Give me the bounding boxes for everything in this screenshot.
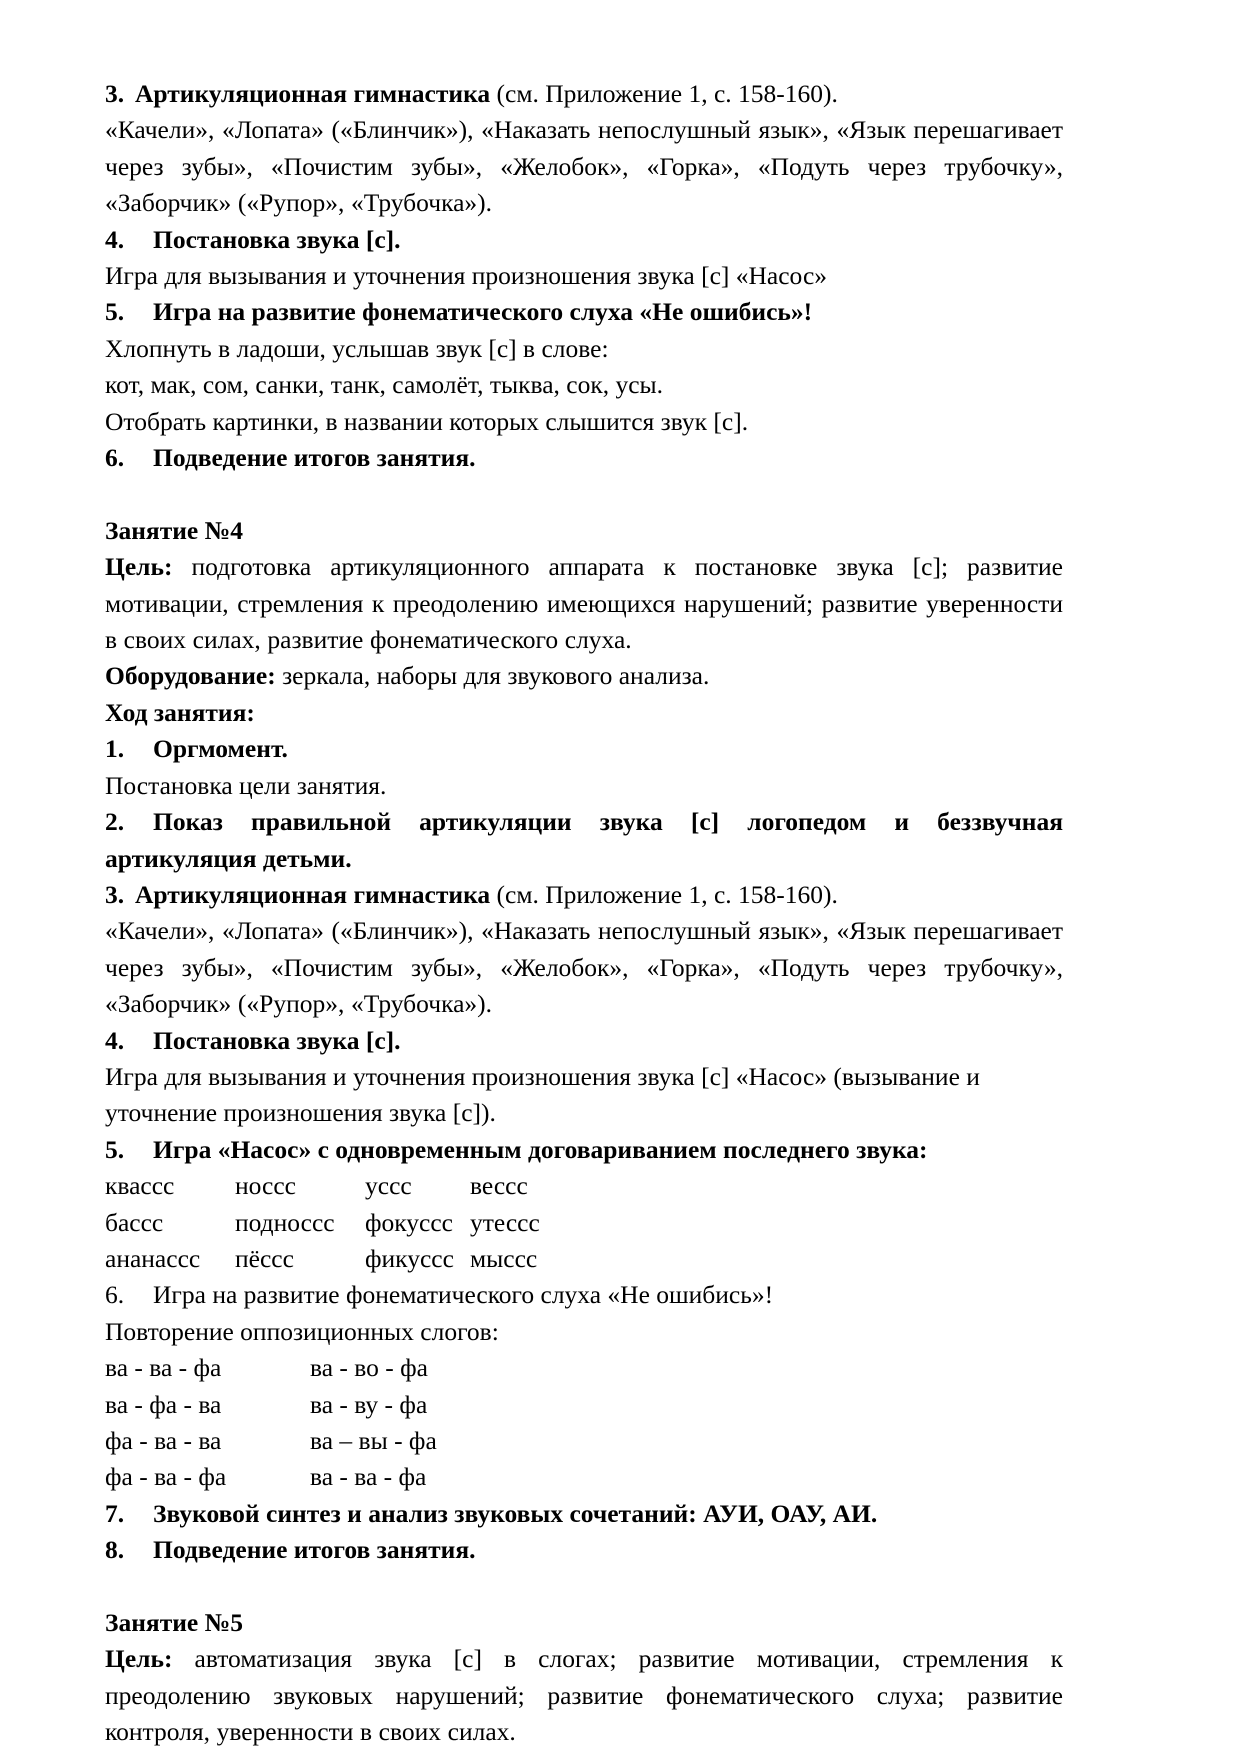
list-item-number: 2.: [105, 807, 125, 837]
list-item-heading: Подведение итогов занятия.: [153, 1535, 476, 1565]
syllable-cell: ва – вы - фа: [310, 1426, 437, 1456]
pictures-instruction: Отобрать картинки, в названии которых слышится звук [с].: [105, 406, 749, 436]
goal-label: Цель:: [105, 1644, 173, 1674]
list-item-heading: Артикуляционная гимнастика: [135, 79, 491, 108]
lesson4-course-label: Ход занятия:: [105, 697, 255, 727]
section-spacer: [105, 1569, 1063, 1605]
syllable-cell: ва - ва - фа: [105, 1353, 222, 1383]
list-item-number: 6.: [105, 443, 125, 473]
word-cell: фикуссс: [365, 1243, 454, 1273]
table-row: [105, 1205, 610, 1241]
lesson4-list-item-2: [105, 804, 1063, 877]
lesson4-syllable-instruction: Повторение оппозиционных слогов:: [105, 1316, 499, 1346]
list-item-3: [105, 76, 1063, 112]
list-item-number: 1.: [105, 734, 125, 764]
word-cell: уссс: [365, 1171, 412, 1201]
list-item-4: [105, 222, 1063, 258]
list-item-number: 8.: [105, 1535, 125, 1565]
list-item-number: 7.: [105, 1498, 125, 1528]
table-row: [105, 1241, 610, 1277]
lesson4-section: [105, 513, 1063, 1569]
list-item-heading: Показ правильной артикуляции звука [с] логопедом и беззвучная артикуляция детьми.: [105, 807, 1063, 873]
list-item-tail: (см. Приложение 1, с. 158-160).: [490, 879, 838, 909]
list-item-heading: Постановка звука [с].: [153, 1025, 401, 1055]
table-row: [105, 1350, 437, 1386]
list-item-heading: Игра «Насос» с одновременным договариванием последнего звука:: [153, 1134, 928, 1164]
table-row: [105, 1168, 610, 1204]
list-item-heading: Игра на развитие фонематического слуха «Не ошибись»!: [153, 1280, 774, 1310]
lesson4-list-item-8: [105, 1532, 1063, 1568]
lesson5-section: [105, 1605, 1063, 1751]
document-page: [105, 76, 1063, 1751]
lesson4-goal-paragraph: [105, 549, 1063, 658]
equipment-label: Оборудование:: [105, 661, 276, 691]
lesson3-tail-section: [105, 76, 1063, 476]
syllable-cell: ва - ва - фа: [310, 1462, 427, 1492]
section-spacer: [105, 476, 1063, 512]
lesson4-list-item-7: [105, 1496, 1063, 1532]
lesson4-list-item-3: [105, 877, 1063, 913]
list-item-number: 3.: [105, 879, 125, 909]
list-item-heading: Игра на развитие фонематического слуха «Не ошибись»!: [153, 297, 813, 327]
lesson4-pump-game-description: Игра для вызывания и уточнения произношения звука [с] «Насос» (вызывание и уточнение произношения звука [с]).: [105, 1061, 980, 1128]
equipment-text: зеркала, наборы для звукового анализа.: [275, 661, 710, 691]
goal-label: Цель:: [105, 552, 173, 582]
word-list: кот, мак, сом, санки, танк, самолёт, тыква, сок, усы.: [105, 370, 664, 400]
table-row: [105, 1387, 437, 1423]
word-cell: утессс: [470, 1207, 540, 1237]
sound-setting-paragraph: Игра для вызывания и уточнения произношения звука [с] «Насос»: [105, 261, 828, 291]
syllable-cell: фа - ва - ва: [105, 1426, 222, 1456]
word-cell: фокуссс: [365, 1207, 454, 1237]
list-item-number: 4.: [105, 1025, 125, 1055]
clap-instruction: Хлопнуть в ладоши, услышав звук [с] в слове:: [105, 333, 609, 363]
table-row: [105, 1423, 437, 1459]
word-cell: мыссс: [470, 1243, 538, 1273]
lesson4-equipment-paragraph: [105, 658, 1063, 694]
list-item-heading: Оргмомент.: [153, 734, 288, 764]
lesson5-goal-paragraph: [105, 1641, 1063, 1750]
lesson4-goal-setting: Постановка цели занятия.: [105, 770, 387, 800]
list-item-5: [105, 294, 1063, 330]
list-item-number: 4.: [105, 224, 125, 254]
lesson5-title: Занятие №5: [105, 1608, 243, 1638]
syllable-cell: фа - ва - фа: [105, 1462, 227, 1492]
list-item-heading: Постановка звука [с].: [153, 224, 401, 254]
lesson4-list-item-4: [105, 1023, 1063, 1059]
word-cell: квассс: [105, 1171, 175, 1201]
word-cell: пёссс: [235, 1243, 294, 1273]
lesson4-list-item-1: [105, 731, 1063, 767]
lesson4-list-item-5: [105, 1132, 1063, 1168]
lesson4-title: Занятие №4: [105, 515, 243, 545]
list-item-number: 5.: [105, 297, 125, 327]
list-item-number: 3.: [105, 79, 125, 108]
syllable-cell: ва - ву - фа: [310, 1389, 428, 1419]
list-item-number: 5.: [105, 1134, 125, 1164]
syllable-cell: ва - во - фа: [310, 1353, 428, 1383]
list-item-tail: (см. Приложение 1, с. 158-160).: [490, 79, 838, 108]
word-cell: вессс: [470, 1171, 528, 1201]
articulation-exercises-paragraph: «Качели», «Лопата» («Блинчик»), «Наказать непослушный язык», «Язык перешагивает через зубы», «Почистим зубы», «Желобок», «Горка», «Подуть через трубочку», «Заборчик» («Рупор», «Трубочка»).: [105, 115, 1063, 218]
goal-text: автоматизация звука [с] в слогах; развитие мотивации, стремления к преодолению звуковых нарушений; развитие фонематического слуха; развитие контроля, уверенности в своих силах.: [105, 1644, 1063, 1747]
list-item-heading: Звуковой синтез и анализ звуковых сочетаний: АУИ, ОАУ, АИ.: [153, 1498, 878, 1528]
word-cell: подноссс: [235, 1207, 335, 1237]
word-practice-grid: [105, 1168, 610, 1277]
lesson4-articulation-exercises-paragraph: «Качели», «Лопата» («Блинчик»), «Наказать непослушный язык», «Язык перешагивает через зубы», «Почистим зубы», «Желобок», «Горка», «Подуть через трубочку», «Заборчик» («Рупор», «Трубочка»).: [105, 916, 1063, 1019]
word-cell: носсс: [235, 1171, 296, 1201]
syllable-practice-grid: [105, 1350, 437, 1496]
table-row: [105, 1459, 437, 1495]
syllable-cell: ва - фа - ва: [105, 1389, 222, 1419]
word-cell: бассс: [105, 1207, 164, 1237]
word-cell: ананассс: [105, 1243, 201, 1273]
list-item-heading: Артикуляционная гимнастика: [135, 879, 491, 909]
list-item-6: [105, 440, 1063, 476]
list-item-heading: Подведение итогов занятия.: [153, 443, 476, 473]
lesson4-list-item-6: [105, 1277, 1063, 1313]
goal-text: подготовка артикуляционного аппарата к постановке звука [с]; развитие мотивации, стремления к преодолению имеющихся нарушений; развитие уверенности в своих силах, развитие фонематического слуха.: [105, 552, 1063, 655]
list-item-number: 6.: [105, 1280, 125, 1310]
